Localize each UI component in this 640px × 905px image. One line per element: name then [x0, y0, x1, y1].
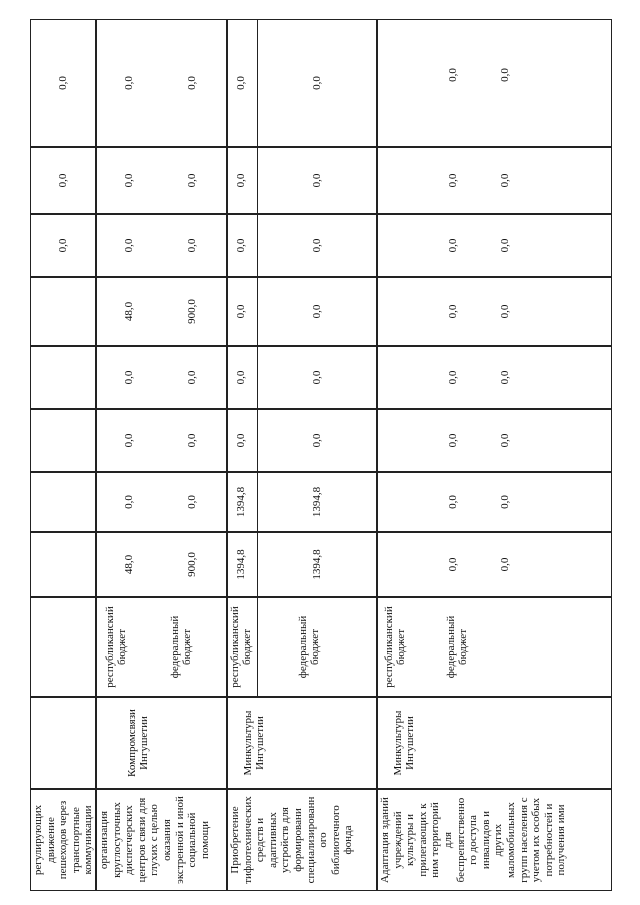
value-cell	[96, 277, 227, 346]
value-cell	[96, 214, 227, 277]
value-cell	[377, 147, 612, 214]
value-cell	[96, 346, 227, 409]
value-cell	[377, 277, 612, 346]
row-name-line: организация	[98, 810, 110, 870]
source-line: республиканский	[229, 606, 241, 688]
value-text: 1394,8	[235, 486, 247, 518]
source-line: бюджет	[241, 629, 253, 665]
value-text: 1394,8	[311, 549, 323, 580]
value-text: 0,0	[235, 238, 247, 253]
value-text: 0,0	[499, 495, 511, 509]
value-text: 0,0	[235, 76, 247, 90]
value-text: 0,0	[447, 173, 459, 188]
row-name-line: оказания	[161, 819, 173, 861]
value-cell	[377, 409, 612, 472]
value-text: 0,0	[499, 370, 511, 385]
row-name-line: диспетчерских	[123, 805, 136, 875]
row-name-line: адаптивных	[266, 812, 279, 868]
value-text: 0,0	[499, 173, 511, 188]
value-text: 48,0	[123, 554, 135, 575]
source-cell	[377, 597, 612, 697]
row-name-line: учетом их особых	[530, 797, 543, 883]
row-name-line: специализированн	[304, 796, 317, 884]
value-text: 0,0	[499, 304, 511, 319]
row-name-line: культуры и	[404, 814, 417, 866]
value-cell	[227, 214, 377, 277]
row-name-line: формировани	[292, 808, 304, 872]
source-line: республиканский	[383, 606, 395, 688]
source-line: бюджет	[309, 629, 321, 665]
value-text: 0,0	[123, 433, 135, 448]
value-text: 0,0	[235, 173, 247, 188]
value-text: 0,0	[57, 173, 69, 188]
source-line: федеральный	[169, 615, 181, 679]
row-name-line: коммуникации	[82, 805, 95, 875]
value-text: 0,0	[235, 370, 247, 385]
source-line: бюджет	[116, 629, 128, 665]
value-text: 0,0	[311, 304, 323, 319]
value-cell	[227, 472, 377, 532]
value-text: 0,0	[447, 495, 459, 509]
budget-table	[30, 19, 612, 891]
row-name-line: Адаптация зданий	[379, 797, 391, 883]
row-name-line: прилегающих к	[416, 803, 429, 877]
row-name-line: экстренной и иной	[173, 796, 186, 884]
executor-cell	[30, 697, 96, 789]
value-text: 0,0	[186, 495, 198, 509]
value-text: 0,0	[499, 238, 511, 253]
value-text: 0,0	[186, 370, 198, 385]
value-text: 0,0	[186, 76, 198, 90]
row-name-line: тифлотехнических	[241, 796, 254, 884]
row-name-line: го доступа	[467, 815, 480, 865]
source-line: федеральный	[445, 615, 457, 679]
value-text: 0,0	[447, 370, 459, 385]
value-text: 0,0	[447, 68, 459, 82]
row-name-line: беспрепятственно	[454, 797, 467, 883]
executor-line: Минкультуры	[392, 710, 404, 776]
value-cell	[30, 409, 96, 472]
value-text: 0,0	[311, 173, 323, 188]
value-cell	[96, 472, 227, 532]
value-text: 900,0	[186, 552, 198, 577]
value-cell	[96, 532, 227, 597]
value-text: 0,0	[447, 304, 459, 319]
row-name-line: устройств для	[279, 807, 292, 873]
row-name-line: Приобретение	[229, 806, 241, 874]
executor-cell	[96, 697, 227, 789]
value-text: 0,0	[447, 433, 459, 448]
row-name-line: круглосуточных	[110, 802, 123, 878]
source-line: бюджет	[395, 629, 407, 665]
row-name-line: ним территорий	[429, 802, 442, 878]
value-text: 0,0	[123, 173, 135, 188]
value-text: 0,0	[311, 370, 323, 385]
row-name-line: глухих с целью	[148, 804, 161, 876]
value-text: 0,0	[311, 433, 323, 448]
value-text: 900,0	[186, 299, 198, 324]
source-line: республиканский	[104, 606, 116, 688]
row-name-line: пешеходов через	[57, 800, 70, 880]
value-text: 0,0	[499, 433, 511, 448]
value-cell	[227, 19, 377, 147]
executor-line: Минкультуры	[242, 710, 254, 776]
value-text: 0,0	[186, 238, 198, 253]
source-line: федеральный	[297, 615, 309, 679]
value-text: 0,0	[311, 76, 323, 90]
value-text: 0,0	[186, 173, 198, 188]
value-cell	[30, 346, 96, 409]
row-name-line: библиотечного	[329, 805, 342, 875]
source-cell	[30, 597, 96, 697]
source-line: бюджет	[457, 629, 469, 665]
value-text: 0,0	[311, 238, 323, 253]
row-name-line: социальной	[186, 812, 199, 868]
row-name-line: движение	[44, 817, 57, 863]
row-name-line: получения ими	[555, 804, 568, 876]
row-name-line: потребностей и	[542, 803, 555, 877]
row-name-line: помощи	[198, 821, 211, 859]
value-text: 0,0	[57, 238, 69, 253]
row-name-line: для	[442, 831, 454, 849]
value-text: 1394,8	[235, 549, 247, 580]
row-name-line: групп населения с	[517, 797, 530, 883]
value-cell	[96, 19, 227, 147]
executor-line: Ингушетии	[138, 716, 150, 770]
row-name-line: учреждений	[391, 811, 404, 869]
value-cell	[96, 147, 227, 214]
value-text: 0,0	[123, 238, 135, 253]
value-cell	[377, 214, 612, 277]
row-name-line: фонда	[342, 825, 355, 855]
value-cell	[30, 532, 96, 597]
value-cell	[377, 532, 612, 597]
value-text: 0,0	[447, 238, 459, 253]
value-text: 0,0	[235, 304, 247, 319]
value-cell	[377, 346, 612, 409]
row-name-line: регулирующих	[32, 804, 44, 876]
value-cell	[227, 277, 377, 346]
value-text: 0,0	[123, 495, 135, 509]
executor-line: Ингушетии	[254, 716, 266, 770]
value-cell	[30, 277, 96, 346]
value-cell	[377, 19, 612, 147]
value-cell	[227, 147, 377, 214]
row-name-line: средств и	[254, 817, 267, 863]
value-text: 0,0	[447, 557, 459, 572]
value-cell	[377, 472, 612, 532]
value-text: 0,0	[123, 76, 135, 90]
value-cell	[30, 472, 96, 532]
row-name-line: инвалидов и	[479, 810, 492, 870]
value-text: 0,0	[123, 370, 135, 385]
executor-line: Компромсвязи	[126, 709, 138, 777]
row-name-line: ого	[317, 832, 330, 848]
value-text: 48,0	[123, 301, 135, 322]
value-text: 0,0	[57, 76, 69, 90]
row-name-line: других	[492, 823, 505, 857]
row-name-line: транспортные	[69, 807, 82, 873]
value-text: 0,0	[235, 433, 247, 448]
value-cell	[227, 532, 377, 597]
source-divider	[257, 19, 258, 697]
value-text: 0,0	[499, 68, 511, 82]
value-cell	[96, 409, 227, 472]
value-cell	[227, 346, 377, 409]
value-cell	[227, 409, 377, 472]
value-text: 1394,8	[311, 486, 323, 518]
row-name-line: центров связи для	[135, 797, 148, 883]
value-text: 0,0	[186, 433, 198, 448]
source-line: бюджет	[181, 629, 193, 665]
executor-line: Ингушетии	[404, 716, 416, 770]
row-name-line: маломобильных	[505, 802, 517, 878]
value-text: 0,0	[499, 557, 511, 572]
